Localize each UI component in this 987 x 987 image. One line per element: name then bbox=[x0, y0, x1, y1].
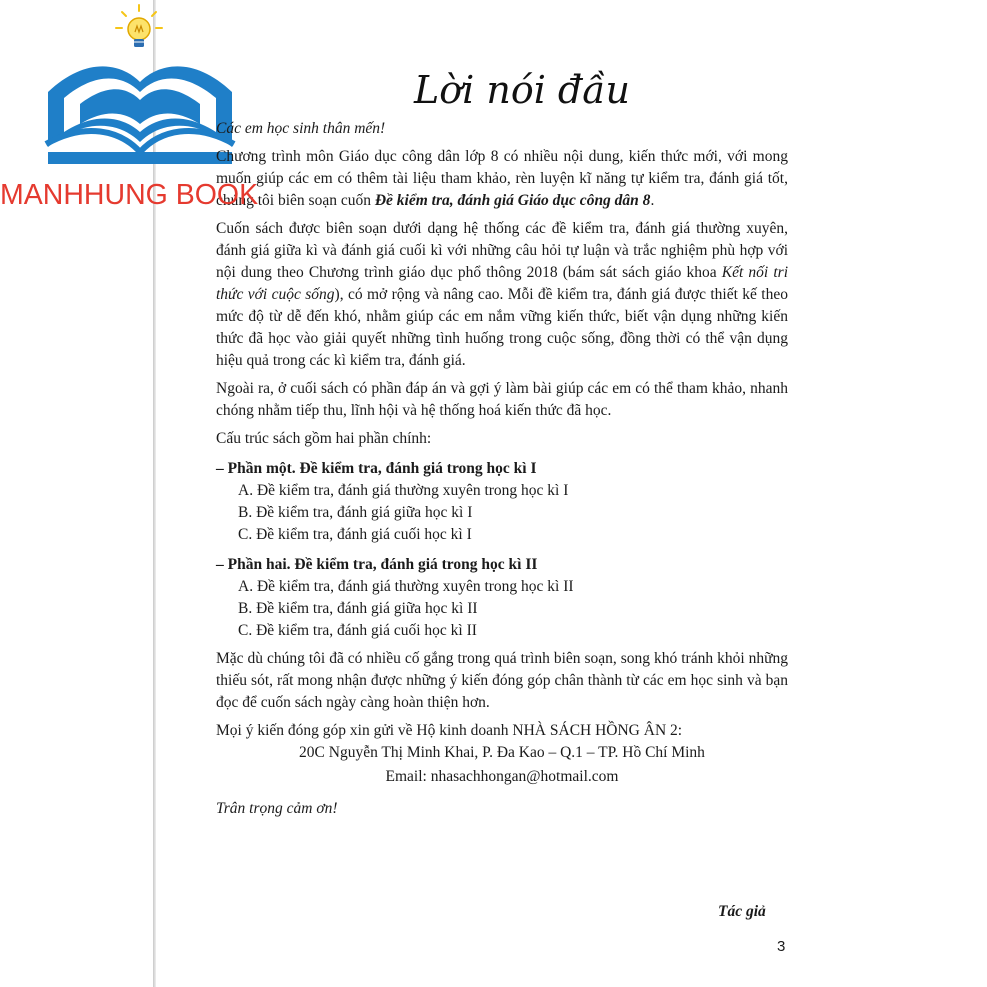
page-number: 3 bbox=[777, 938, 786, 955]
paragraph-description-end: ), có mở rộng và nâng cao. Mỗi đề kiểm tra, đánh giá được thiết kế theo mức độ từ dễ đến khó, nhằm giúp các em nắm vững kiến thức, biết vận dụng những kiến thức đã học vào giải quyết những tình huống trong cuộc sống, đồng thời có thể vận dụng hiệu quả trong các kì kiểm tra, đánh giá. bbox=[216, 286, 788, 369]
paragraph-contact: Mọi ý kiến đóng góp xin gửi về Hộ kinh doanh NHÀ SÁCH HỒNG ÂN 2: bbox=[216, 722, 683, 739]
paragraph-answers: Ngoài ra, ở cuối sách có phần đáp án và gợi ý làm bài giúp các em có thể tham khảo, nhanh chóng nhằm tiếp thu, lĩnh hội và hệ thống hoá kiến thức đã học. bbox=[216, 380, 788, 419]
paragraph-structure: Cấu trúc sách gồm hai phần chính: bbox=[216, 430, 432, 447]
part-two-item: B. Đề kiểm tra, đánh giá giữa học kì II bbox=[238, 600, 478, 617]
paragraph-intro-end: . bbox=[650, 192, 655, 209]
paragraph-description-text: Cuốn sách được biên soạn dưới dạng hệ thống các đề kiểm tra, đánh giá thường xuyên, đánh giá giữa kì và đánh giá cuối kì với những câu hỏi tự luận và trắc nghiệm phù hợp với nội dung theo Chương trình giáo dục phổ thông 2018 (bám sát sách giáo khoa bbox=[216, 220, 788, 281]
part-two-item: A. Đề kiểm tra, đánh giá thường xuyên trong học kì II bbox=[238, 578, 574, 595]
part-one-item: A. Đề kiểm tra, đánh giá thường xuyên trong học kì I bbox=[238, 482, 569, 499]
part-one-item: C. Đề kiểm tra, đánh giá cuối học kì I bbox=[238, 526, 472, 543]
book-title-inline: Đề kiểm tra, đánh giá Giáo dục công dân 8 bbox=[374, 192, 651, 209]
paragraph-description bbox=[216, 218, 788, 372]
part-two-title: – Phần hai. Đề kiểm tra, đánh giá trong học kì II bbox=[216, 556, 538, 573]
paragraph-intro bbox=[216, 146, 788, 212]
paragraph-intro-text: Chương trình môn Giáo dục công dân lớp 8 có nhiều nội dung, kiến thức mới, với mong muốn giúp các em có thêm tài liệu tham khảo, rèn luyện kĩ năng tự kiểm tra, đánh giá tốt, chúng tôi biên soạn cuốn bbox=[216, 148, 788, 209]
contact-address: 20C Nguyễn Thị Minh Khai, P. Đa Kao – Q.1 – TP. Hồ Chí Minh bbox=[299, 744, 705, 761]
paragraph-feedback: Mặc dù chúng tôi đã có nhiều cố gắng trong quá trình biên soạn, song khó tránh khỏi những thiếu sót, rất mong nhận được những ý kiến đóng góp chân thành từ các em học sinh và bạn đọc để cuốn sách ngày càng hoàn thiện hơn. bbox=[216, 650, 788, 711]
contact-email: Email: nhasachhongan@hotmail.com bbox=[385, 768, 619, 785]
part-two-item: C. Đề kiểm tra, đánh giá cuối học kì II bbox=[238, 622, 477, 639]
foreword-body bbox=[216, 118, 788, 820]
greeting: Các em học sinh thân mến! bbox=[216, 120, 386, 137]
closing-thanks: Trân trọng cảm ơn! bbox=[216, 800, 338, 817]
series-title-inline: Kết nối tri thức với cuộc sống bbox=[216, 264, 788, 303]
part-one-item: B. Đề kiểm tra, đánh giá giữa học kì I bbox=[238, 504, 473, 521]
page-title: Lời nói đầu bbox=[414, 68, 631, 112]
brand-logo-text: MANHHUNG BOOK bbox=[0, 179, 259, 211]
author-signature: Tác giả bbox=[718, 903, 766, 920]
part-one-title: – Phần một. Đề kiểm tra, đánh giá trong học kì I bbox=[216, 460, 537, 477]
open-book-icon bbox=[40, 52, 240, 172]
